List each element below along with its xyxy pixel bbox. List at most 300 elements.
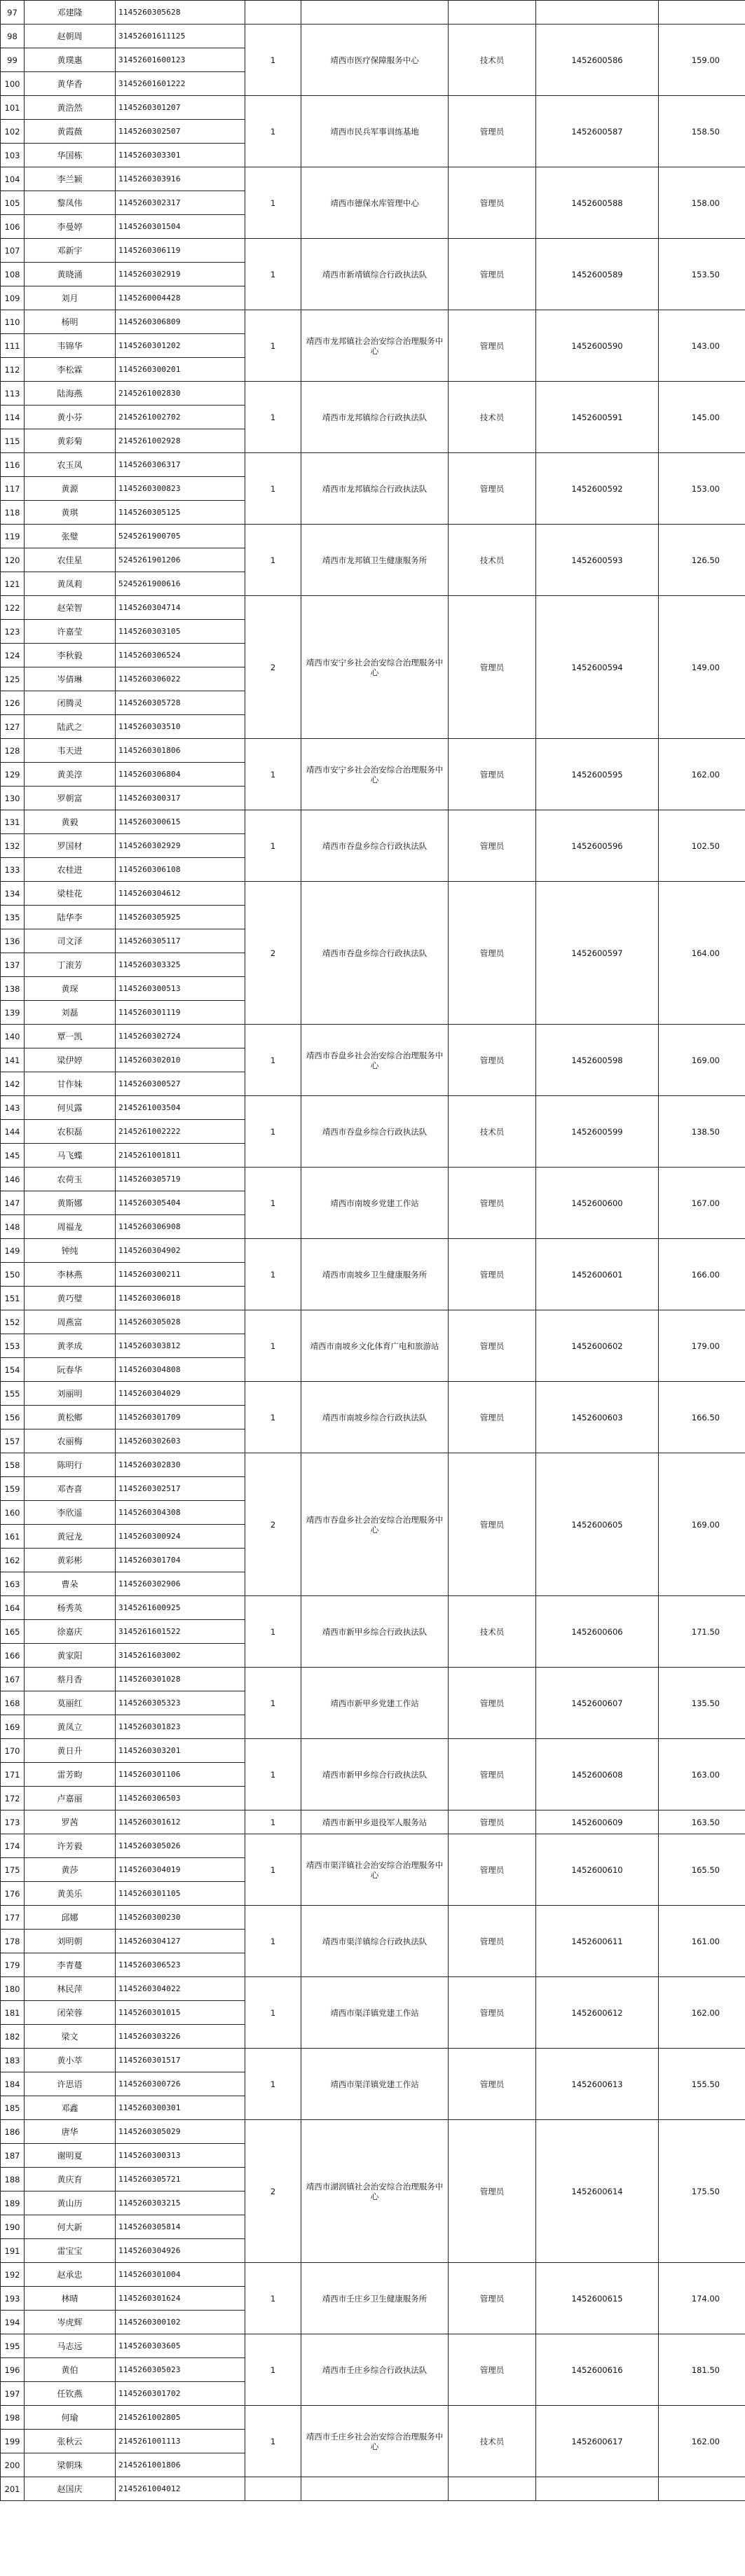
row-number: 119 <box>1 525 25 548</box>
row-number: 129 <box>1 763 25 787</box>
hire-count: 1 <box>245 25 301 96</box>
candidate-name: 曹朵 <box>25 1572 116 1596</box>
min-score: 135.50 <box>659 1668 745 1739</box>
position-title: 管理员 <box>449 1668 536 1739</box>
row-number: 109 <box>1 286 25 310</box>
exam-ticket-number: 1145260302830 <box>116 1453 245 1477</box>
table-row <box>1 453 745 477</box>
min-score: 169.00 <box>659 1453 745 1596</box>
exam-ticket-number: 1145260300726 <box>116 2072 245 2096</box>
exam-ticket-number: 1145260301106 <box>116 1763 245 1787</box>
candidate-name: 刘磊 <box>25 1001 116 1025</box>
candidate-name: 农积磊 <box>25 1120 116 1144</box>
position-code: 1452600609 <box>536 1810 659 1834</box>
row-number: 115 <box>1 429 25 453</box>
employer-unit: 靖西市渠洋镇社会治安综合治理服务中心 <box>301 1834 449 1906</box>
row-number: 188 <box>1 2168 25 2191</box>
exam-ticket-number: 1145260305628 <box>116 1 245 25</box>
row-number: 201 <box>1 2477 25 2501</box>
exam-ticket-number: 1145260304022 <box>116 1977 245 2001</box>
position-title: 管理员 <box>449 310 536 382</box>
table-row <box>1 810 745 834</box>
row-number: 144 <box>1 1120 25 1144</box>
min-score: 165.50 <box>659 1834 745 1906</box>
employer-unit: 靖西市新甲乡退役军人服务站 <box>301 1810 449 1834</box>
position-code: 1452600597 <box>536 882 659 1025</box>
position-code: 1452600614 <box>536 2120 659 2263</box>
exam-ticket-number: 1145260306503 <box>116 1787 245 1810</box>
candidate-name: 林民萍 <box>25 1977 116 2001</box>
exam-ticket-number: 1145260306804 <box>116 763 245 787</box>
candidate-name: 黄冠龙 <box>25 1525 116 1549</box>
hire-count: 1 <box>245 2049 301 2120</box>
position-title: 管理员 <box>449 1906 536 1977</box>
row-number: 151 <box>1 1287 25 1310</box>
employer-unit: 靖西市湖润镇社会治安综合治理服务中心 <box>301 2120 449 2263</box>
min-score: 145.00 <box>659 382 745 453</box>
row-number: 152 <box>1 1310 25 1334</box>
row-number: 132 <box>1 834 25 858</box>
exam-ticket-number: 1145260301823 <box>116 1715 245 1739</box>
row-number: 116 <box>1 453 25 477</box>
candidate-name: 黄美淳 <box>25 763 116 787</box>
candidate-name: 韦锦华 <box>25 334 116 358</box>
hire-count: 1 <box>245 453 301 525</box>
employer-unit: 靖西市医疗保障服务中心 <box>301 25 449 96</box>
position-code: 1452600595 <box>536 739 659 810</box>
position-code: 1452600617 <box>536 2406 659 2477</box>
position-title: 管理员 <box>449 810 536 882</box>
exam-ticket-number: 2145261001113 <box>116 2430 245 2453</box>
position-title: 管理员 <box>449 1168 536 1239</box>
min-score: 126.50 <box>659 525 745 596</box>
row-number: 171 <box>1 1763 25 1787</box>
candidate-name: 张秋云 <box>25 2430 116 2453</box>
row-number: 150 <box>1 1263 25 1287</box>
table-row <box>1 96 745 120</box>
row-number: 193 <box>1 2287 25 2311</box>
candidate-name: 黄璞惠 <box>25 48 116 72</box>
exam-ticket-number: 31452601600123 <box>116 48 245 72</box>
table-row <box>1 239 745 263</box>
candidate-name: 黄琛 <box>25 977 116 1001</box>
row-number: 98 <box>1 25 25 48</box>
exam-ticket-number: 1145260302919 <box>116 263 245 286</box>
exam-ticket-number: 1145260303201 <box>116 1739 245 1763</box>
candidate-name: 陆武之 <box>25 715 116 739</box>
exam-ticket-number: 2145261002222 <box>116 1120 245 1144</box>
employer-unit: 靖西市新甲乡综合行政执法队 <box>301 1739 449 1810</box>
candidate-name: 梁文 <box>25 2025 116 2049</box>
table-row <box>1 739 745 763</box>
exam-ticket-number: 1145260306018 <box>116 1287 245 1310</box>
hire-count <box>245 1 301 25</box>
candidate-name: 许嘉莹 <box>25 620 116 644</box>
row-number: 133 <box>1 858 25 882</box>
position-code: 1452600608 <box>536 1739 659 1810</box>
position-title: 技术员 <box>449 382 536 453</box>
row-number: 166 <box>1 1644 25 1668</box>
candidate-name: 雷芳畇 <box>25 1763 116 1787</box>
min-score: 138.50 <box>659 1096 745 1168</box>
position-code: 1452600588 <box>536 167 659 239</box>
position-title: 管理员 <box>449 453 536 525</box>
position-code: 1452600591 <box>536 382 659 453</box>
exam-ticket-number: 1145260300823 <box>116 477 245 501</box>
position-code: 1452600592 <box>536 453 659 525</box>
exam-ticket-number: 1145260301207 <box>116 96 245 120</box>
exam-ticket-number: 1145260306908 <box>116 1215 245 1239</box>
row-number: 122 <box>1 596 25 620</box>
hire-count <box>245 2477 301 2501</box>
candidate-name: 梁朝珠 <box>25 2453 116 2477</box>
row-number: 99 <box>1 48 25 72</box>
employer-unit: 靖西市吞盘乡综合行政执法队 <box>301 810 449 882</box>
exam-ticket-number: 1145260303215 <box>116 2191 245 2215</box>
row-number: 158 <box>1 1453 25 1477</box>
employer-unit: 靖西市安宁乡社会治安综合治理服务中心 <box>301 739 449 810</box>
row-number: 189 <box>1 2191 25 2215</box>
row-number: 159 <box>1 1477 25 1501</box>
row-number: 125 <box>1 667 25 691</box>
row-number: 198 <box>1 2406 25 2430</box>
exam-ticket-number: 1145260304612 <box>116 882 245 906</box>
row-number: 155 <box>1 1382 25 1406</box>
exam-ticket-number: 1145260305719 <box>116 1168 245 1191</box>
row-number: 199 <box>1 2430 25 2453</box>
candidate-name: 赵承忠 <box>25 2263 116 2287</box>
row-number: 191 <box>1 2239 25 2263</box>
min-score: 159.00 <box>659 25 745 96</box>
position-code: 1452600606 <box>536 1596 659 1668</box>
candidate-name: 黄浩然 <box>25 96 116 120</box>
candidate-name: 李林燕 <box>25 1263 116 1287</box>
candidate-name: 卢嘉丽 <box>25 1787 116 1810</box>
min-score: 143.00 <box>659 310 745 382</box>
row-number: 179 <box>1 1953 25 1977</box>
candidate-name: 何瑜 <box>25 2406 116 2430</box>
exam-ticket-number: 1145260305323 <box>116 1691 245 1715</box>
exam-ticket-number: 1145260301202 <box>116 334 245 358</box>
candidate-name: 徐嘉庆 <box>25 1620 116 1644</box>
row-number: 164 <box>1 1596 25 1620</box>
position-title: 技术员 <box>449 525 536 596</box>
hire-count: 1 <box>245 739 301 810</box>
position-code: 1452600593 <box>536 525 659 596</box>
employer-unit: 靖西市壬庄乡综合行政执法队 <box>301 2334 449 2406</box>
row-number: 161 <box>1 1525 25 1549</box>
row-number: 168 <box>1 1691 25 1715</box>
candidate-name: 黄斯娜 <box>25 1191 116 1215</box>
candidate-name: 钟纯 <box>25 1239 116 1263</box>
row-number: 148 <box>1 1215 25 1239</box>
row-number: 196 <box>1 2358 25 2382</box>
candidate-name: 杨明 <box>25 310 116 334</box>
candidate-name: 岑倩琳 <box>25 667 116 691</box>
row-number: 173 <box>1 1810 25 1834</box>
table-row <box>1 525 745 548</box>
candidate-name: 马飞蝶 <box>25 1144 116 1168</box>
min-score: 162.00 <box>659 2406 745 2477</box>
candidate-name: 黄晓涌 <box>25 263 116 286</box>
row-number: 143 <box>1 1096 25 1120</box>
table-row <box>1 1810 745 1834</box>
table-row <box>1 1596 745 1620</box>
position-title: 管理员 <box>449 2334 536 2406</box>
exam-ticket-number: 1145260305117 <box>116 929 245 953</box>
candidate-name: 李兰颖 <box>25 167 116 191</box>
exam-ticket-number: 1145260306317 <box>116 453 245 477</box>
position-code: 1452600602 <box>536 1310 659 1382</box>
min-score: 162.00 <box>659 1977 745 2049</box>
exam-ticket-number: 5245261900616 <box>116 572 245 596</box>
position-title: 管理员 <box>449 1977 536 2049</box>
row-number: 131 <box>1 810 25 834</box>
employer-unit: 靖西市龙邦镇社会治安综合治理服务中心 <box>301 310 449 382</box>
candidate-name: 黄伯 <box>25 2358 116 2382</box>
table-row <box>1 1025 745 1048</box>
candidate-name: 黄琪 <box>25 501 116 525</box>
row-number: 185 <box>1 2096 25 2120</box>
row-number: 178 <box>1 1930 25 1953</box>
row-number: 146 <box>1 1168 25 1191</box>
row-number: 110 <box>1 310 25 334</box>
position-code: 1452600605 <box>536 1453 659 1596</box>
exam-ticket-number: 1145260305404 <box>116 1191 245 1215</box>
employer-unit: 靖西市新甲乡综合行政执法队 <box>301 1596 449 1668</box>
employer-unit: 靖西市新甲乡党建工作站 <box>301 1668 449 1739</box>
exam-ticket-number: 1145260302507 <box>116 120 245 144</box>
candidate-name: 赵朝周 <box>25 25 116 48</box>
exam-ticket-number: 1145260305023 <box>116 2358 245 2382</box>
row-number: 172 <box>1 1787 25 1810</box>
min-score: 166.00 <box>659 1239 745 1310</box>
candidate-name: 黄凤莉 <box>25 572 116 596</box>
hire-count: 1 <box>245 96 301 167</box>
exam-ticket-number: 3145261601522 <box>116 1620 245 1644</box>
candidate-name: 邱娜 <box>25 1906 116 1930</box>
hire-count: 1 <box>245 1810 301 1834</box>
position-code: 1452600616 <box>536 2334 659 2406</box>
hire-count: 1 <box>245 1596 301 1668</box>
min-score: 153.00 <box>659 453 745 525</box>
candidate-name: 农玉凤 <box>25 453 116 477</box>
row-number: 102 <box>1 120 25 144</box>
table-row <box>1 1668 745 1691</box>
position-code: 1452600615 <box>536 2263 659 2334</box>
min-score: 169.00 <box>659 1025 745 1096</box>
position-code: 1452600607 <box>536 1668 659 1739</box>
hire-count: 1 <box>245 1310 301 1382</box>
exam-ticket-number: 1145260301028 <box>116 1668 245 1691</box>
exam-ticket-number: 1145260300924 <box>116 1525 245 1549</box>
exam-ticket-number: 5245261901206 <box>116 548 245 572</box>
min-score: 163.50 <box>659 1810 745 1834</box>
candidate-name: 李青蔓 <box>25 1953 116 1977</box>
table-row <box>1 382 745 406</box>
candidate-name: 黄美乐 <box>25 1882 116 1906</box>
min-score: 161.00 <box>659 1906 745 1977</box>
hire-count: 2 <box>245 882 301 1025</box>
candidate-name: 邓鑫 <box>25 2096 116 2120</box>
employer-unit: 靖西市南坡乡文化体育广电和旅游站 <box>301 1310 449 1382</box>
candidate-name: 闭腾灵 <box>25 691 116 715</box>
candidate-name: 刘月 <box>25 286 116 310</box>
row-number: 137 <box>1 953 25 977</box>
employer-unit: 靖西市吞盘乡社会治安综合治理服务中心 <box>301 1025 449 1096</box>
exam-ticket-number: 2145261003504 <box>116 1096 245 1120</box>
row-number: 153 <box>1 1334 25 1358</box>
exam-ticket-number: 31452601601222 <box>116 72 245 96</box>
candidate-name: 李曼婷 <box>25 215 116 239</box>
candidate-name: 许思语 <box>25 2072 116 2096</box>
exam-ticket-number: 1145260305728 <box>116 691 245 715</box>
candidate-name: 岑虎辉 <box>25 2311 116 2334</box>
row-number: 195 <box>1 2334 25 2358</box>
exam-ticket-number: 1145260304808 <box>116 1358 245 1382</box>
position-code: 1452600613 <box>536 2049 659 2120</box>
position-title: 管理员 <box>449 882 536 1025</box>
position-code: 1452600590 <box>536 310 659 382</box>
row-number: 194 <box>1 2311 25 2334</box>
candidate-name: 司文泽 <box>25 929 116 953</box>
exam-ticket-number: 1145260305814 <box>116 2215 245 2239</box>
exam-ticket-number: 1145260301624 <box>116 2287 245 2311</box>
exam-ticket-number: 1145260300513 <box>116 977 245 1001</box>
table-row <box>1 2477 745 2501</box>
exam-ticket-number: 1145260004428 <box>116 286 245 310</box>
position-code: 1452600603 <box>536 1382 659 1453</box>
exam-ticket-number: 1145260301612 <box>116 1810 245 1834</box>
min-score: 167.00 <box>659 1168 745 1239</box>
exam-ticket-number: 1145260305925 <box>116 906 245 929</box>
exam-ticket-number: 1145260305125 <box>116 501 245 525</box>
hire-count: 1 <box>245 1168 301 1239</box>
min-score: 149.00 <box>659 596 745 739</box>
exam-ticket-number: 3145261603002 <box>116 1644 245 1668</box>
row-number: 181 <box>1 2001 25 2025</box>
row-number: 118 <box>1 501 25 525</box>
candidate-name: 黄源 <box>25 477 116 501</box>
hire-count: 1 <box>245 167 301 239</box>
exam-ticket-number: 1145260300211 <box>116 1263 245 1287</box>
exam-ticket-number: 1145260304902 <box>116 1239 245 1263</box>
row-number: 117 <box>1 477 25 501</box>
exam-ticket-number: 1145260306108 <box>116 858 245 882</box>
exam-ticket-number: 1145260305026 <box>116 1834 245 1858</box>
exam-ticket-number: 2145261002702 <box>116 406 245 429</box>
candidate-name: 刘丽明 <box>25 1382 116 1406</box>
row-number: 130 <box>1 787 25 810</box>
hire-count: 1 <box>245 1834 301 1906</box>
exam-ticket-number: 1145260300527 <box>116 1072 245 1096</box>
row-number: 104 <box>1 167 25 191</box>
candidate-name: 周燕富 <box>25 1310 116 1334</box>
candidate-name: 周福龙 <box>25 1215 116 1239</box>
employer-unit: 靖西市壬庄乡卫生健康服务所 <box>301 2263 449 2334</box>
candidate-name: 黄日升 <box>25 1739 116 1763</box>
candidate-name: 黄巧璧 <box>25 1287 116 1310</box>
exam-ticket-number: 1145260303105 <box>116 620 245 644</box>
exam-ticket-number: 1145260304019 <box>116 1858 245 1882</box>
exam-ticket-number: 1145260300201 <box>116 358 245 382</box>
candidate-name: 农桂进 <box>25 858 116 882</box>
employer-unit: 靖西市南坡乡党建工作站 <box>301 1168 449 1239</box>
position-title: 技术员 <box>449 1096 536 1168</box>
candidate-name: 何大新 <box>25 2215 116 2239</box>
row-number: 134 <box>1 882 25 906</box>
candidate-name: 黄小芬 <box>25 406 116 429</box>
candidate-name: 华国栋 <box>25 144 116 167</box>
row-number: 112 <box>1 358 25 382</box>
table-row <box>1 882 745 906</box>
exam-ticket-number: 1145260302517 <box>116 1477 245 1501</box>
position-title: 管理员 <box>449 1239 536 1310</box>
position-title: 管理员 <box>449 739 536 810</box>
candidate-name: 李欣遥 <box>25 1501 116 1525</box>
table-row <box>1 2049 745 2072</box>
candidate-table-body <box>1 1 745 2501</box>
candidate-name: 许芳毅 <box>25 1834 116 1858</box>
row-number: 200 <box>1 2453 25 2477</box>
position-title: 管理员 <box>449 167 536 239</box>
position-title <box>449 1 536 25</box>
exam-ticket-number: 5245261900705 <box>116 525 245 548</box>
exam-ticket-number: 1145260301806 <box>116 739 245 763</box>
min-score: 181.50 <box>659 2334 745 2406</box>
candidate-name: 邓新宇 <box>25 239 116 263</box>
candidate-name: 阮春华 <box>25 1358 116 1382</box>
exam-ticket-number: 1145260304308 <box>116 1501 245 1525</box>
position-title: 管理员 <box>449 596 536 739</box>
exam-ticket-number: 1145260301709 <box>116 1406 245 1429</box>
candidate-name: 梁伊婷 <box>25 1048 116 1072</box>
exam-ticket-number: 2145261001811 <box>116 1144 245 1168</box>
position-title: 管理员 <box>449 96 536 167</box>
exam-ticket-number: 1145260302724 <box>116 1025 245 1048</box>
employer-unit: 靖西市安宁乡社会治安综合治理服务中心 <box>301 596 449 739</box>
candidate-name: 莫丽红 <box>25 1691 116 1715</box>
row-number: 183 <box>1 2049 25 2072</box>
row-number: 113 <box>1 382 25 406</box>
exam-ticket-number: 1145260301119 <box>116 1001 245 1025</box>
position-code: 1452600599 <box>536 1096 659 1168</box>
candidate-name: 邓杏喜 <box>25 1477 116 1501</box>
candidate-name: 农丽梅 <box>25 1429 116 1453</box>
exam-ticket-number: 2145261002805 <box>116 2406 245 2430</box>
position-title: 管理员 <box>449 239 536 310</box>
exam-ticket-number: 1145260302929 <box>116 834 245 858</box>
position-title: 管理员 <box>449 1453 536 1596</box>
row-number: 177 <box>1 1906 25 1930</box>
min-score: 164.00 <box>659 882 745 1025</box>
candidate-name: 赵国庆 <box>25 2477 116 2501</box>
position-code: 1452600587 <box>536 96 659 167</box>
row-number: 124 <box>1 644 25 667</box>
candidate-name: 黄孝成 <box>25 1334 116 1358</box>
row-number: 175 <box>1 1858 25 1882</box>
table-row <box>1 2263 745 2287</box>
employer-unit: 靖西市渠洋镇党建工作站 <box>301 2049 449 2120</box>
candidate-name: 何贝露 <box>25 1096 116 1120</box>
row-number: 136 <box>1 929 25 953</box>
candidate-name: 闭荣蓉 <box>25 2001 116 2025</box>
hire-count: 1 <box>245 382 301 453</box>
hire-count: 1 <box>245 2263 301 2334</box>
row-number: 190 <box>1 2215 25 2239</box>
position-title: 技术员 <box>449 25 536 96</box>
hire-count: 1 <box>245 810 301 882</box>
